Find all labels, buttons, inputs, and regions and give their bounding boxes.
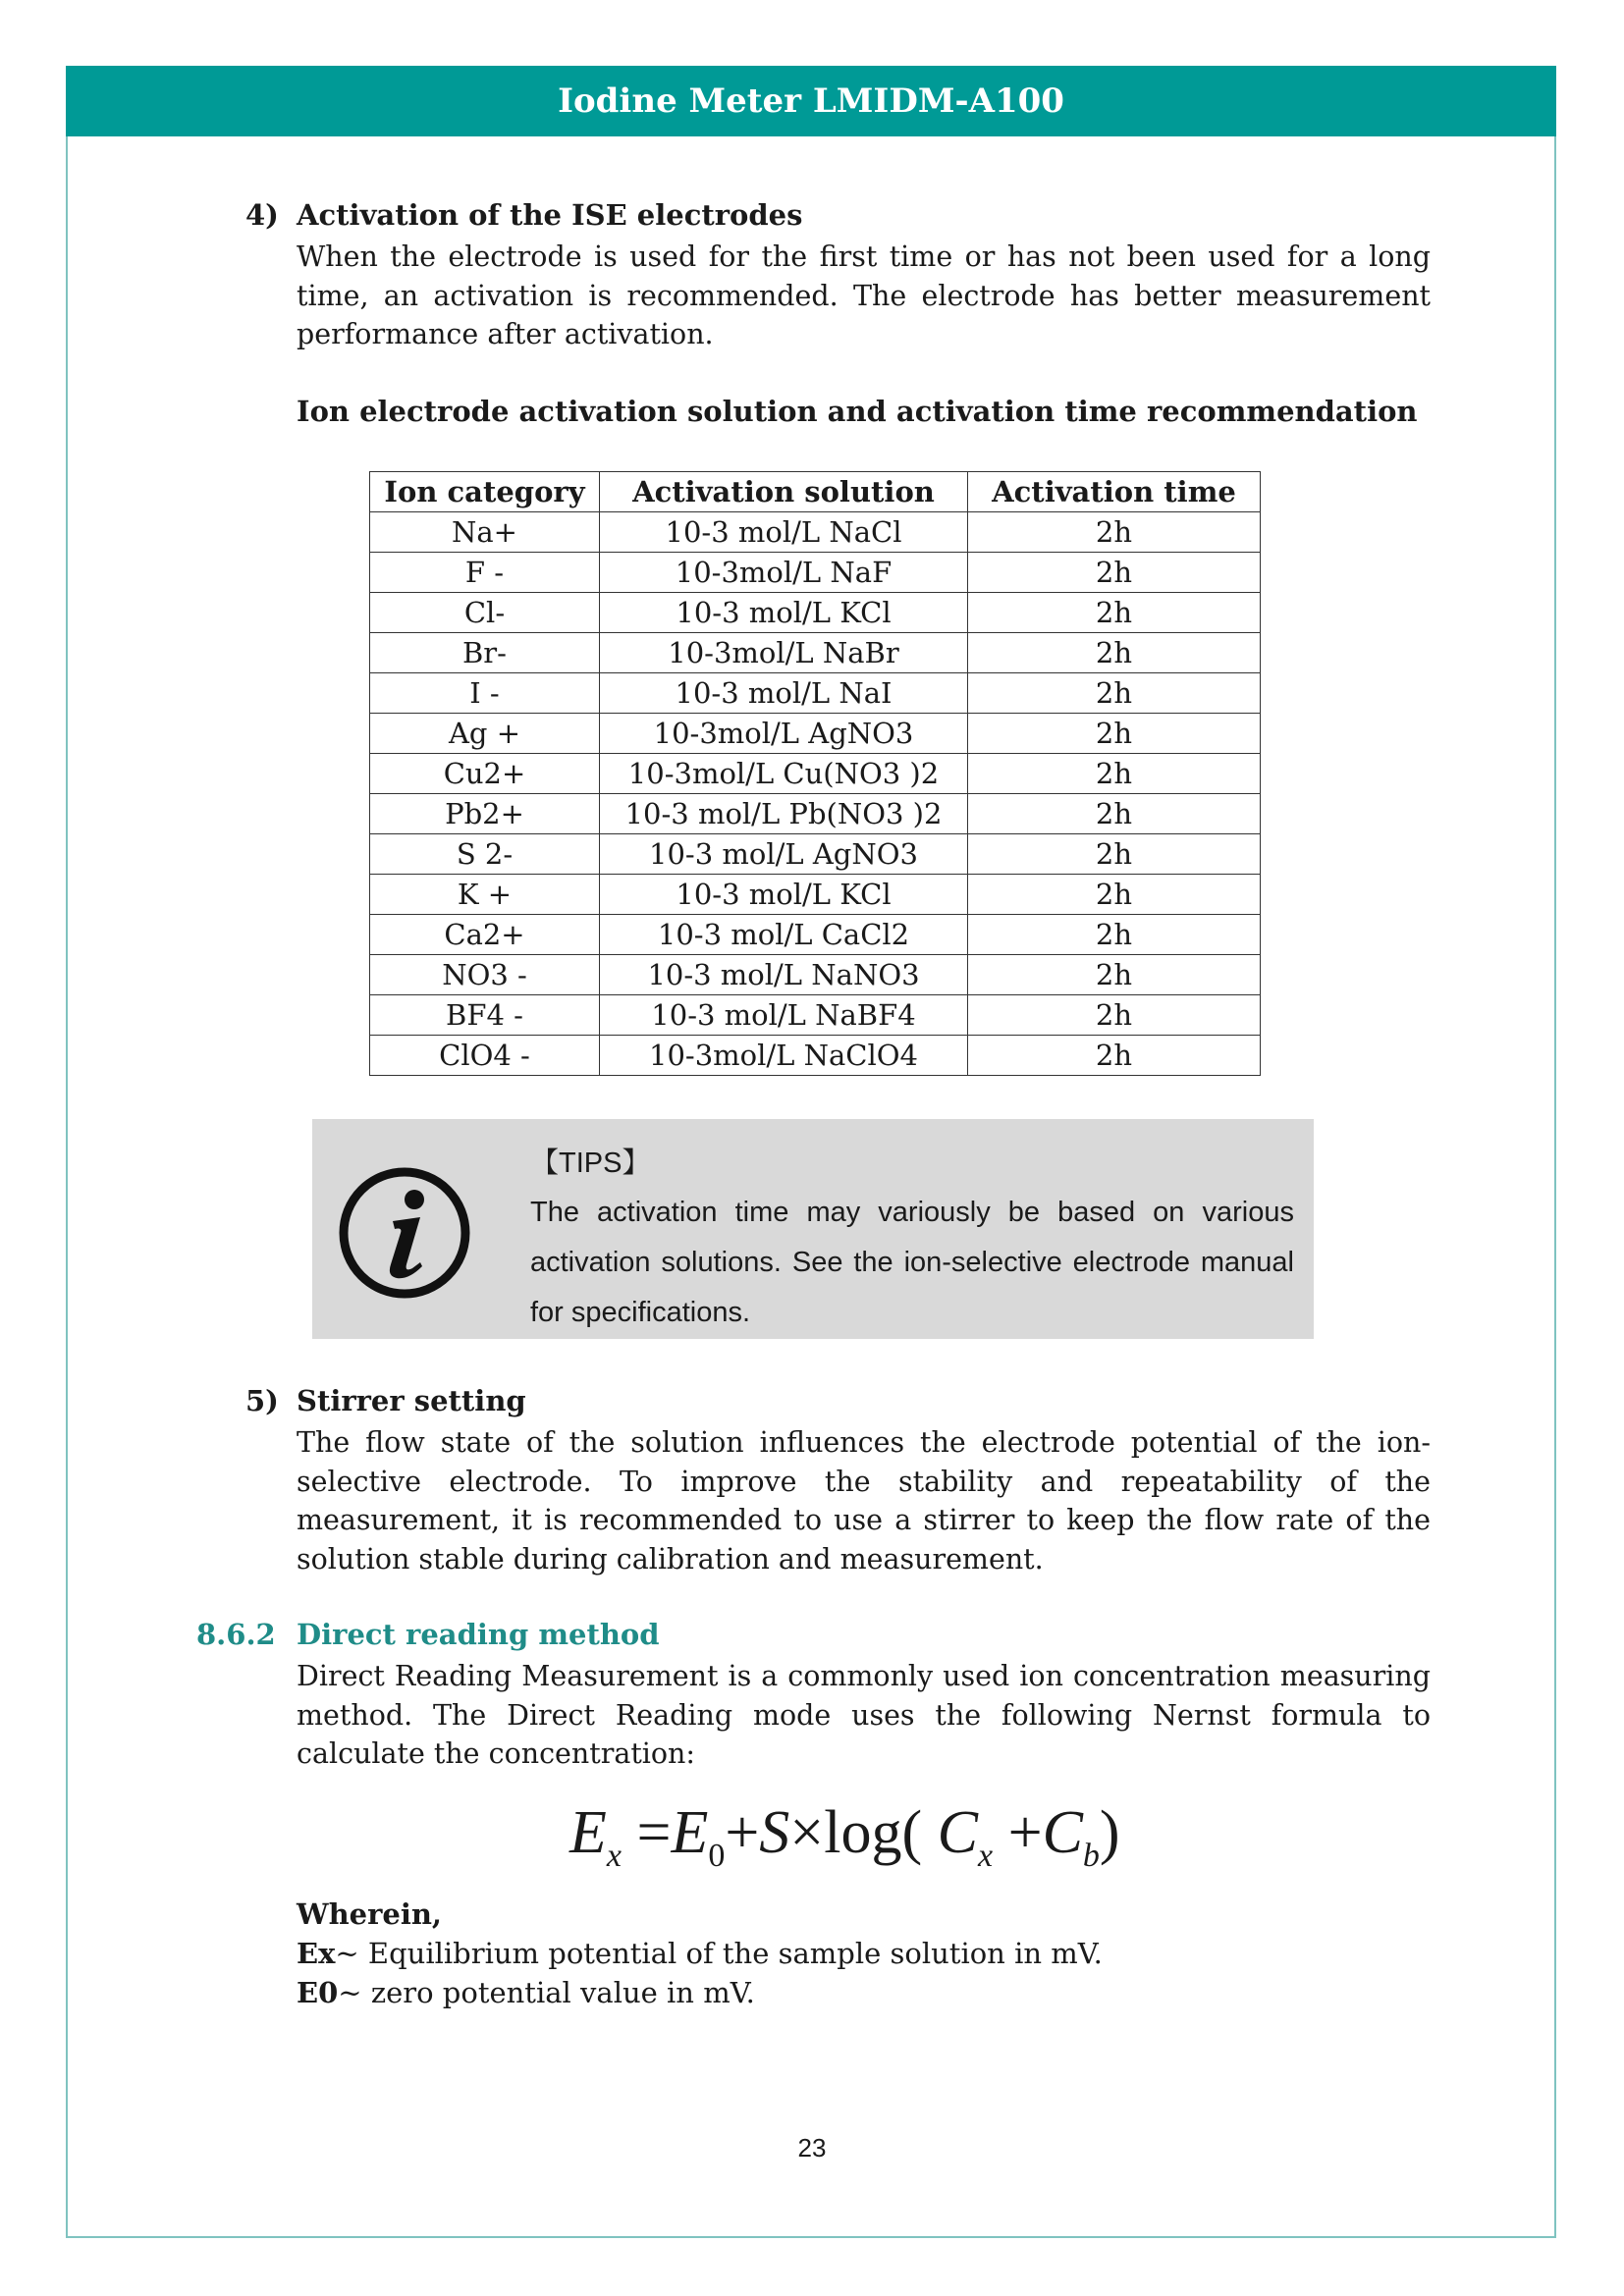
cell-solution: 10-3 mol/L Pb(NO3 )2 bbox=[600, 794, 968, 834]
formula-e0: E bbox=[671, 1799, 709, 1866]
formula-times: × bbox=[789, 1799, 825, 1866]
definition-term: E0 bbox=[297, 1976, 339, 2009]
tips-title: 【TIPS】 bbox=[530, 1148, 651, 1179]
cell-solution: 10-3 mol/L KCl bbox=[600, 593, 968, 633]
cell-time: 2h bbox=[968, 834, 1261, 875]
formula-sub-0: 0 bbox=[708, 1838, 726, 1874]
tips-text: The activation time may variously be based on various activation solutions. See the ion-selective electrode manual for specifications. bbox=[530, 1197, 1294, 1328]
cell-solution: 10-3mol/L NaBr bbox=[600, 633, 968, 673]
cell-ion: Ag + bbox=[370, 714, 600, 754]
table-row bbox=[370, 714, 1261, 754]
formula-sub-b: b bbox=[1082, 1838, 1100, 1874]
formula-plus2: + bbox=[1007, 1799, 1043, 1866]
cell-ion: F - bbox=[370, 553, 600, 593]
cell-ion: Br- bbox=[370, 633, 600, 673]
definition-e0 bbox=[297, 1973, 1103, 2012]
cell-solution: 10-3 mol/L NaI bbox=[600, 673, 968, 714]
cell-ion: I - bbox=[370, 673, 600, 714]
section-862-title: Direct reading method bbox=[297, 1618, 660, 1651]
cell-ion: Ca2+ bbox=[370, 915, 600, 955]
formula-rparen: ) bbox=[1099, 1799, 1120, 1866]
table-header-time: Activation time bbox=[968, 472, 1261, 512]
cell-ion: ClO4 - bbox=[370, 1036, 600, 1076]
table-row bbox=[370, 553, 1261, 593]
table-row bbox=[370, 955, 1261, 995]
table-row bbox=[370, 1036, 1261, 1076]
cell-time: 2h bbox=[968, 714, 1261, 754]
cell-time: 2h bbox=[968, 915, 1261, 955]
formula-equals: = bbox=[636, 1799, 672, 1866]
cell-time: 2h bbox=[968, 754, 1261, 794]
cell-solution: 10-3 mol/L NaNO3 bbox=[600, 955, 968, 995]
cell-solution: 10-3 mol/L KCl bbox=[600, 875, 968, 915]
formula-sub-x: x bbox=[606, 1838, 622, 1874]
table-row bbox=[370, 915, 1261, 955]
cell-time: 2h bbox=[968, 794, 1261, 834]
cell-time: 2h bbox=[968, 673, 1261, 714]
cell-ion: Cu2+ bbox=[370, 754, 600, 794]
table-row bbox=[370, 512, 1261, 553]
cell-solution: 10-3 mol/L NaBF4 bbox=[600, 995, 968, 1036]
table-header-ion: Ion category bbox=[370, 472, 600, 512]
section-5-number: 5) bbox=[245, 1384, 279, 1417]
table-row bbox=[370, 834, 1261, 875]
cell-solution: 10-3mol/L AgNO3 bbox=[600, 714, 968, 754]
definition-desc: ~ Equilibrium potential of the sample solution in mV. bbox=[335, 1937, 1103, 1970]
cell-time: 2h bbox=[968, 875, 1261, 915]
table-row bbox=[370, 794, 1261, 834]
formula-s: S bbox=[759, 1799, 790, 1866]
formula-lparen: ( bbox=[901, 1799, 923, 1866]
cell-solution: 10-3 mol/L AgNO3 bbox=[600, 834, 968, 875]
definition-ex bbox=[297, 1934, 1103, 1973]
definition-desc: ~ zero potential value in mV. bbox=[338, 1976, 755, 2009]
cell-time: 2h bbox=[968, 633, 1261, 673]
cell-ion: NO3 - bbox=[370, 955, 600, 995]
table-row bbox=[370, 633, 1261, 673]
cell-time: 2h bbox=[968, 593, 1261, 633]
formula-sub-x2: x bbox=[978, 1838, 994, 1874]
cell-ion: Na+ bbox=[370, 512, 600, 553]
formula-plus: + bbox=[725, 1799, 760, 1866]
table-row bbox=[370, 673, 1261, 714]
cell-ion: Pb2+ bbox=[370, 794, 600, 834]
cell-ion: BF4 - bbox=[370, 995, 600, 1036]
info-icon bbox=[336, 1164, 473, 1302]
cell-solution: 10-3mol/L NaClO4 bbox=[600, 1036, 968, 1076]
section-4-text: When the electrode is used for the first time or has not been used for a long time, an activation is recommended. The electrode has better measurement performance after activation. bbox=[297, 240, 1431, 350]
formula-c: C bbox=[937, 1799, 978, 1866]
header-title: Iodine Meter LMIDM-A100 bbox=[558, 81, 1064, 121]
nernst-formula bbox=[569, 1798, 1120, 1875]
definitions bbox=[297, 1895, 1103, 2012]
cell-time: 2h bbox=[968, 1036, 1261, 1076]
section-5-text: The flow state of the solution influences the electrode potential of the ion-selective electrode. To improve the stability and repeatability of the measurement, it is recommended to use a stirrer to keep the flow rate of the solution stable during calibration and measurement. bbox=[297, 1426, 1431, 1575]
table-row bbox=[370, 875, 1261, 915]
wherein-label: Wherein, bbox=[297, 1897, 443, 1931]
cell-time: 2h bbox=[968, 955, 1261, 995]
formula-e: E bbox=[569, 1799, 607, 1866]
tips-box bbox=[312, 1119, 1314, 1339]
section-4-title: Activation of the ISE electrodes bbox=[297, 198, 803, 232]
section-862-text: Direct Reading Measurement is a commonly used ion concentration measuring method. The Direct Reading mode uses the following Nernst formula to calculate the concentration: bbox=[297, 1660, 1431, 1770]
table-header-solution: Activation solution bbox=[600, 472, 968, 512]
formula-cb: C bbox=[1042, 1799, 1083, 1866]
table-header-row bbox=[370, 472, 1261, 512]
page-header bbox=[66, 66, 1556, 136]
page-number: 23 bbox=[797, 2133, 827, 2163]
cell-solution: 10-3 mol/L NaCl bbox=[600, 512, 968, 553]
table-row bbox=[370, 754, 1261, 794]
cell-solution: 10-3mol/L Cu(NO3 )2 bbox=[600, 754, 968, 794]
definition-term: Ex bbox=[297, 1937, 336, 1970]
cell-solution: 10-3mol/L NaF bbox=[600, 553, 968, 593]
activation-table bbox=[369, 471, 1261, 1076]
cell-time: 2h bbox=[968, 553, 1261, 593]
cell-ion: Cl- bbox=[370, 593, 600, 633]
cell-ion: K + bbox=[370, 875, 600, 915]
section-4-number: 4) bbox=[245, 198, 279, 232]
cell-time: 2h bbox=[968, 995, 1261, 1036]
table-title: Ion electrode activation solution and activation time recommendation bbox=[297, 395, 1418, 428]
cell-solution: 10-3 mol/L CaCl2 bbox=[600, 915, 968, 955]
table-row bbox=[370, 593, 1261, 633]
formula-log: log bbox=[824, 1799, 902, 1866]
section-862-number: 8.6.2 bbox=[196, 1618, 276, 1651]
section-5-title: Stirrer setting bbox=[297, 1384, 526, 1417]
cell-time: 2h bbox=[968, 512, 1261, 553]
table-row bbox=[370, 995, 1261, 1036]
cell-ion: S 2- bbox=[370, 834, 600, 875]
